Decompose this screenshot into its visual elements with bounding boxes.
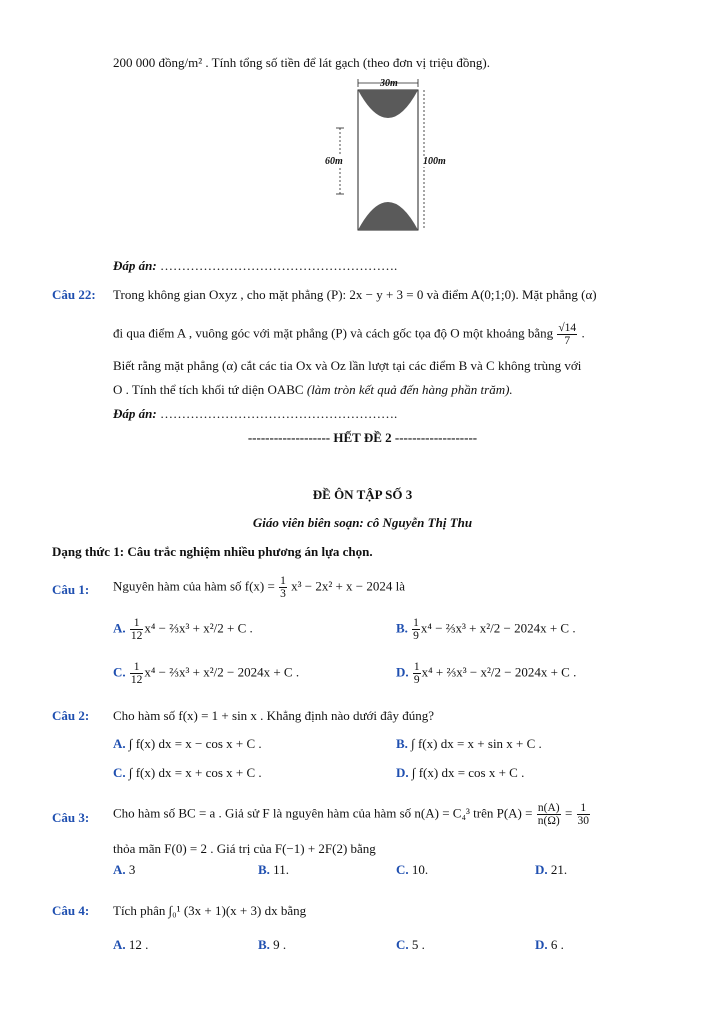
question-22-line2-text: đi qua điểm A , vuông góc với mặt phẳng (P) và cách gốc tọa độ O một khoảng bằng [113,325,554,341]
answer-label: Đáp án: [113,258,157,273]
option-4b[interactable]: B. 9 . [258,937,287,952]
question-22-line2: đi qua điểm A , vuông góc với mặt phẳng (P) và cách gốc tọa độ O một khoảng bằng $\frac{√14}{7}$ . [113,322,585,347]
question-4-number: Câu 4: [52,903,90,918]
width-label: 30m [380,78,398,89]
option-3c[interactable]: C. 10. [396,862,429,877]
question-3-stem-line2: thỏa mãn F(0) = 2 . Giá trị của F(−1) + 2F(2) bằng [113,841,376,856]
question-22-line1: Trong không gian Oxyz , cho mặt phẳng (P): 2x − y + 3 = 0 và điểm A(0;1;0). Mặt phẳng (α) [113,287,597,302]
answer-line-22: Đáp án: ………………………………………………. [113,406,398,421]
option-4a[interactable]: A. 12 . [113,937,149,952]
option-4d[interactable]: D. 6 . [535,937,564,952]
answer-line-21 [113,258,397,274]
option-3d[interactable]: D. 21. [535,862,568,877]
option-1b[interactable]: B. $\frac{1}{9}$ x⁴ − ⅔x³ + x²/2 − 2024x + C . [396,617,576,642]
section-heading: Dạng thức 1: Câu trắc nghiệm nhiều phương án lựa chọn. [52,544,373,559]
option-3b[interactable]: B. 11. [258,862,289,877]
answer-dots: ………………………………………………. [159,258,398,273]
author-line: Giáo viên biên soạn: cô Nguyễn Thị Thu [252,515,473,530]
option-2d[interactable]: D. ∫ f(x) dx = cos x + C . [396,765,525,780]
question-22-line3: Biết rằng mặt phẳng (α) cắt các tia Ox và Oz lần lượt tại các điểm B và C không trùng với [113,358,582,373]
option-2b[interactable]: B. ∫ f(x) dx = x + sin x + C . [396,736,542,751]
option-2c[interactable]: C. ∫ f(x) dx = x + cos x + C . [113,765,262,780]
option-1a[interactable]: A. $\frac{1}{12}$ x⁴ − ⅔x³ + x²/2 + C . [113,617,253,642]
question-3-number: Câu 3: [52,810,90,825]
option-1c[interactable]: C. $\frac{1}{12}$ x⁴ − ⅔x³ + x²/2 − 2024x + C . [113,661,300,686]
question-22-line4: O . Tính thể tích khối tứ diện OABC (làm tròn kết quả đến hàng phần trăm). [113,382,513,397]
end-marker: ------------------- HẾT ĐỀ 2 ------------------- [247,430,478,445]
top-line: 200 000 đồng/m² . Tính tổng số tiền để lát gạch (theo đơn vị triệu đồng). [113,55,491,70]
question-2-number: Câu 2: [52,708,90,723]
option-3a[interactable]: A. 3 [113,862,136,877]
exam-title: ĐỀ ÔN TẬP SỐ 3 [312,487,413,502]
question-4-stem: Tích phân ∫₀¹ (3x + 1)(x + 3) dx bằng [113,903,307,918]
left-height-label: 60m [325,156,343,167]
question-1-stem: Nguyên hàm của hàm số f(x) = $\frac{1}{3}$ x³ − 2x² + x − 2024 là [113,575,406,600]
question-1-number: Câu 1: [52,582,90,597]
right-height-label: 100m [423,156,446,167]
option-1d[interactable]: D. $\frac{1}{9}$ x⁴ + ⅔x³ − x²/2 − 2024x + C . [396,661,577,686]
option-4c[interactable]: C. 5 . [396,937,425,952]
question-3-stem-line1: Cho hàm số BC = a . Giả sử F là nguyên hàm của hàm số n(A) = C₄³ trên P(A) = $\frac{n(A)}{n(\Omega)}$ = $\frac{1}{30}$ [113,802,590,827]
sqrt-fraction: $\frac{√14}{7}$ [558,322,577,347]
option-2a[interactable]: A. ∫ f(x) dx = x − cos x + C . [113,736,262,751]
question-2-stem: Cho hàm số f(x) = 1 + sin x . Khẳng định nào dưới đây đúng? [113,708,435,723]
question-22-number: Câu 22: [52,287,96,302]
